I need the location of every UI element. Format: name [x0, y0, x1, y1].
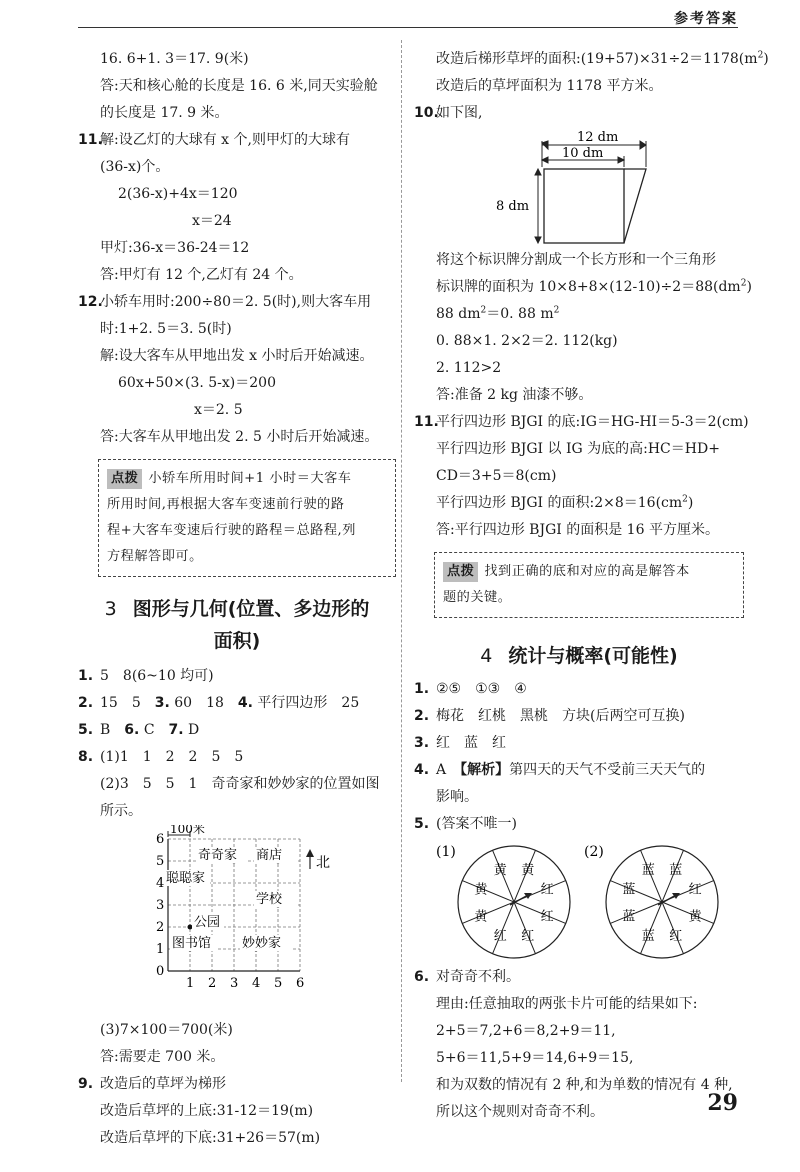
tip-tag: 点拨 — [107, 469, 142, 489]
text-line: 解:设乙灯的大球有 x 个,则甲灯的大球有 — [100, 132, 350, 148]
text-line: 时:1+2. 5＝3. 5(时) — [100, 321, 232, 337]
text-line: 答:准备 2 kg 油漆不够。 — [436, 387, 593, 403]
answer-line: 3. 红 蓝 红 — [414, 735, 506, 751]
right-column — [414, 46, 769, 1126]
section-4-title: 4 统计与概率(可能性) — [480, 645, 678, 667]
equation-line: 2(36-x)+4x＝120 — [118, 186, 238, 202]
map-label: 图书馆 — [172, 936, 212, 951]
left-column — [78, 46, 396, 1152]
y-tick: 0 — [156, 964, 165, 979]
text-line: 答:大客车从甲地出发 2. 5 小时后开始减速。 — [100, 429, 379, 445]
text-line: (3)7×100＝700(米) — [100, 1022, 233, 1038]
text-line: CD＝3+5＝8(cm) — [436, 468, 557, 484]
map-label: 商店 — [256, 848, 283, 863]
y-tick: 1 — [156, 942, 165, 957]
equation-line: 60x+50×(3. 5-x)＝200 — [118, 375, 276, 391]
question-11-right: 11. 平行四边形 BJGI 的底:IG＝HG-HI＝5-3＝2(cm) — [414, 414, 749, 430]
text-line: 答:天和核心舱的长度是 16. 6 米,同天实验舱 — [100, 78, 378, 94]
text-line: 2. 112>2 — [436, 360, 502, 376]
question-12 — [78, 289, 396, 316]
tip-box — [98, 459, 396, 577]
map-label: 公园 — [194, 915, 221, 930]
text-line: 解:设大客车从甲地出发 x 小时后开始减速。 — [100, 348, 374, 364]
text-line: 5+6＝11,5+9＝14,6+9＝15, — [436, 1050, 634, 1066]
text-line: 将这个标识牌分割成一个长方形和一个三角形 — [436, 252, 716, 268]
tip-box — [434, 552, 744, 618]
x-tick: 4 — [252, 976, 261, 991]
position-grid — [78, 825, 396, 1017]
text-line: 改造后草坪的下底:31+26＝57(m) — [100, 1130, 321, 1146]
sector-label: 蓝 — [669, 862, 683, 878]
sector-label: 蓝 — [622, 909, 636, 925]
tip-tag: 点拨 — [443, 562, 478, 582]
sector-label: 黄 — [521, 862, 535, 878]
y-tick: 6 — [156, 832, 165, 847]
answer-line: 1. 5 8(6~10 均可) — [78, 668, 214, 684]
text-line: 平行四边形 BJGI 的面积$:2\times 8=16(cm^2)$ — [436, 494, 694, 511]
map-label: 聪聪家 — [166, 871, 206, 886]
text-line: 标识牌的面积为 $10\times 8+8\times(12-10)\div 2=88(dm^2)$ — [436, 278, 752, 295]
tip-line: 点拨 找到正确的底和对应的高是解答本 — [443, 559, 735, 585]
sector-label: 黄 — [474, 882, 488, 898]
equation-line: x＝2. 5 — [194, 402, 243, 418]
text-line: 改造后梯形草坪的面积$:(19+57)\times 31\div 2=1178(m^2)$ — [436, 50, 769, 67]
question-10: 10. 如下图, — [414, 105, 483, 121]
question-5: 5. (答案不唯一) — [414, 816, 517, 832]
text-line: 和为双数的情况有 2 种,和为单数的情况有 4 种, — [436, 1077, 733, 1093]
text-line: 改造后草坪的上底:31-12＝19(m) — [100, 1103, 314, 1119]
dim-label: 8 dm — [496, 199, 530, 214]
y-tick: 5 — [156, 854, 165, 869]
y-tick: 2 — [156, 920, 165, 935]
question-9: 9. 改造后的草坪为梯形 — [78, 1076, 226, 1092]
text-line: 所以这个规则对奇奇不利。 — [436, 1104, 604, 1120]
sector-label: 黄 — [493, 862, 507, 878]
tip-line: 方程解答即可。 — [107, 549, 203, 564]
question-11 — [78, 127, 396, 154]
spinners — [414, 838, 744, 964]
sector-label: 蓝 — [622, 882, 636, 898]
sector-label: 蓝 — [641, 862, 655, 878]
y-tick: 3 — [156, 898, 165, 913]
map-label: 学校 — [256, 892, 283, 907]
text-line: 16. 6+1. 3＝17. 9(米) — [100, 51, 249, 67]
text-line: 答:需要走 700 米。 — [100, 1049, 225, 1065]
spinner-1 — [458, 846, 570, 958]
page-number: 29 — [707, 1090, 738, 1116]
map-label: 妙妙家 — [242, 936, 282, 951]
dim-label: 12 dm — [577, 130, 619, 145]
tip-line: 题的关键。 — [443, 590, 512, 605]
sector-label: 红 — [540, 882, 554, 898]
column-divider — [401, 40, 402, 1082]
text-line: (2)3 5 5 1 奇奇家和妙妙家的位置如图 — [100, 776, 380, 792]
sign-figure — [414, 127, 744, 247]
tip-line: 程+大客车变速后行驶的路程＝总路程,列 — [107, 523, 356, 538]
sector-label: 红 — [669, 929, 683, 945]
sector-label: 蓝 — [641, 929, 655, 945]
text-line: 影响。 — [436, 789, 478, 805]
text-line: 平行四边形 BJGI 以 IG 为底的高:HC＝HD+ — [436, 441, 720, 457]
sector-label: 红 — [493, 929, 507, 945]
text-line: 小轿车用时:200÷80＝2. 5(时),则大客车用 — [100, 294, 372, 310]
question-6: 6. 对奇奇不利。 — [414, 969, 520, 985]
x-tick: 3 — [230, 976, 239, 991]
sector-label: 红 — [540, 909, 554, 925]
question-number: 11. — [78, 132, 103, 148]
section-3-title: 3 图形与几何(位置、多边形的 — [104, 598, 370, 620]
answer-line: 5. B 6. C 7. D — [78, 722, 200, 738]
x-tick: 1 — [186, 976, 195, 991]
sector-label: 黄 — [688, 909, 702, 925]
map-label: 奇奇家 — [198, 848, 238, 863]
answer-line: 2. 梅花 红桃 黑桃 方块(后两空可互换) — [414, 708, 685, 724]
text-line: 答:甲灯有 12 个,乙灯有 24 个。 — [100, 267, 303, 283]
section-3-title-cont: 面积) — [213, 630, 261, 652]
x-tick: 6 — [296, 976, 305, 991]
north-label: 北 — [316, 855, 330, 871]
tip-line: 所用时间,再根据大客车变速前行驶的路 — [107, 497, 345, 512]
spinner-label: (2) — [584, 844, 604, 860]
equation-line: x＝24 — [192, 213, 232, 229]
text-line: 0. 88×1. 2×2＝2. 112(kg) — [436, 333, 618, 349]
text-line: 答:平行四边形 BJGI 的面积是 16 平方厘米。 — [436, 522, 719, 538]
sector-label: 红 — [688, 882, 702, 898]
text-line: 的长度是 17. 9 米。 — [100, 105, 229, 121]
text-line: 2+5＝7,2+6＝8,2+9＝11, — [436, 1023, 616, 1039]
question-number: 12. — [78, 294, 103, 310]
dim-label: 10 dm — [562, 146, 604, 161]
text-line: 所示。 — [100, 803, 142, 819]
x-tick: 2 — [208, 976, 217, 991]
page-header-title: 参考答案 — [674, 11, 738, 27]
scale-label: 100米 — [170, 825, 205, 836]
text-line: 88 $dm^2=0$. 88 $m^2$ — [436, 305, 560, 322]
x-tick: 5 — [274, 976, 283, 991]
tip-line: 点拨 小轿车所用时间+1 小时＝大客车 — [107, 466, 387, 492]
y-tick: 4 — [156, 876, 165, 891]
spinner-label: (1) — [436, 844, 456, 860]
text-line: 理由:任意抽取的两张卡片可能的结果如下: — [436, 996, 698, 1012]
sign-diagram — [414, 127, 744, 247]
position-grid-figure — [78, 825, 396, 1017]
question-8: 8. (1)1 1 2 2 5 5 — [78, 749, 244, 765]
spinner-2 — [606, 846, 718, 958]
text-line: 甲灯:36-x＝36-24＝12 — [100, 240, 250, 256]
text-line: (36-x)个。 — [100, 159, 170, 175]
header-rule — [78, 27, 738, 28]
sector-label: 红 — [521, 929, 535, 945]
question-4: 4. A 【解析】第四天的天气不受前三天天气的 — [414, 762, 706, 778]
answer-line: 2. 15 5 3. 60 18 4. 平行四边形 25 — [78, 695, 360, 711]
sector-label: 黄 — [474, 909, 488, 925]
answer-line: 1. ②⑤ ①③ ④ — [414, 681, 527, 697]
spinner-figure — [414, 838, 744, 964]
text-line: 改造后的草坪面积为 1178 平方米。 — [436, 78, 663, 94]
